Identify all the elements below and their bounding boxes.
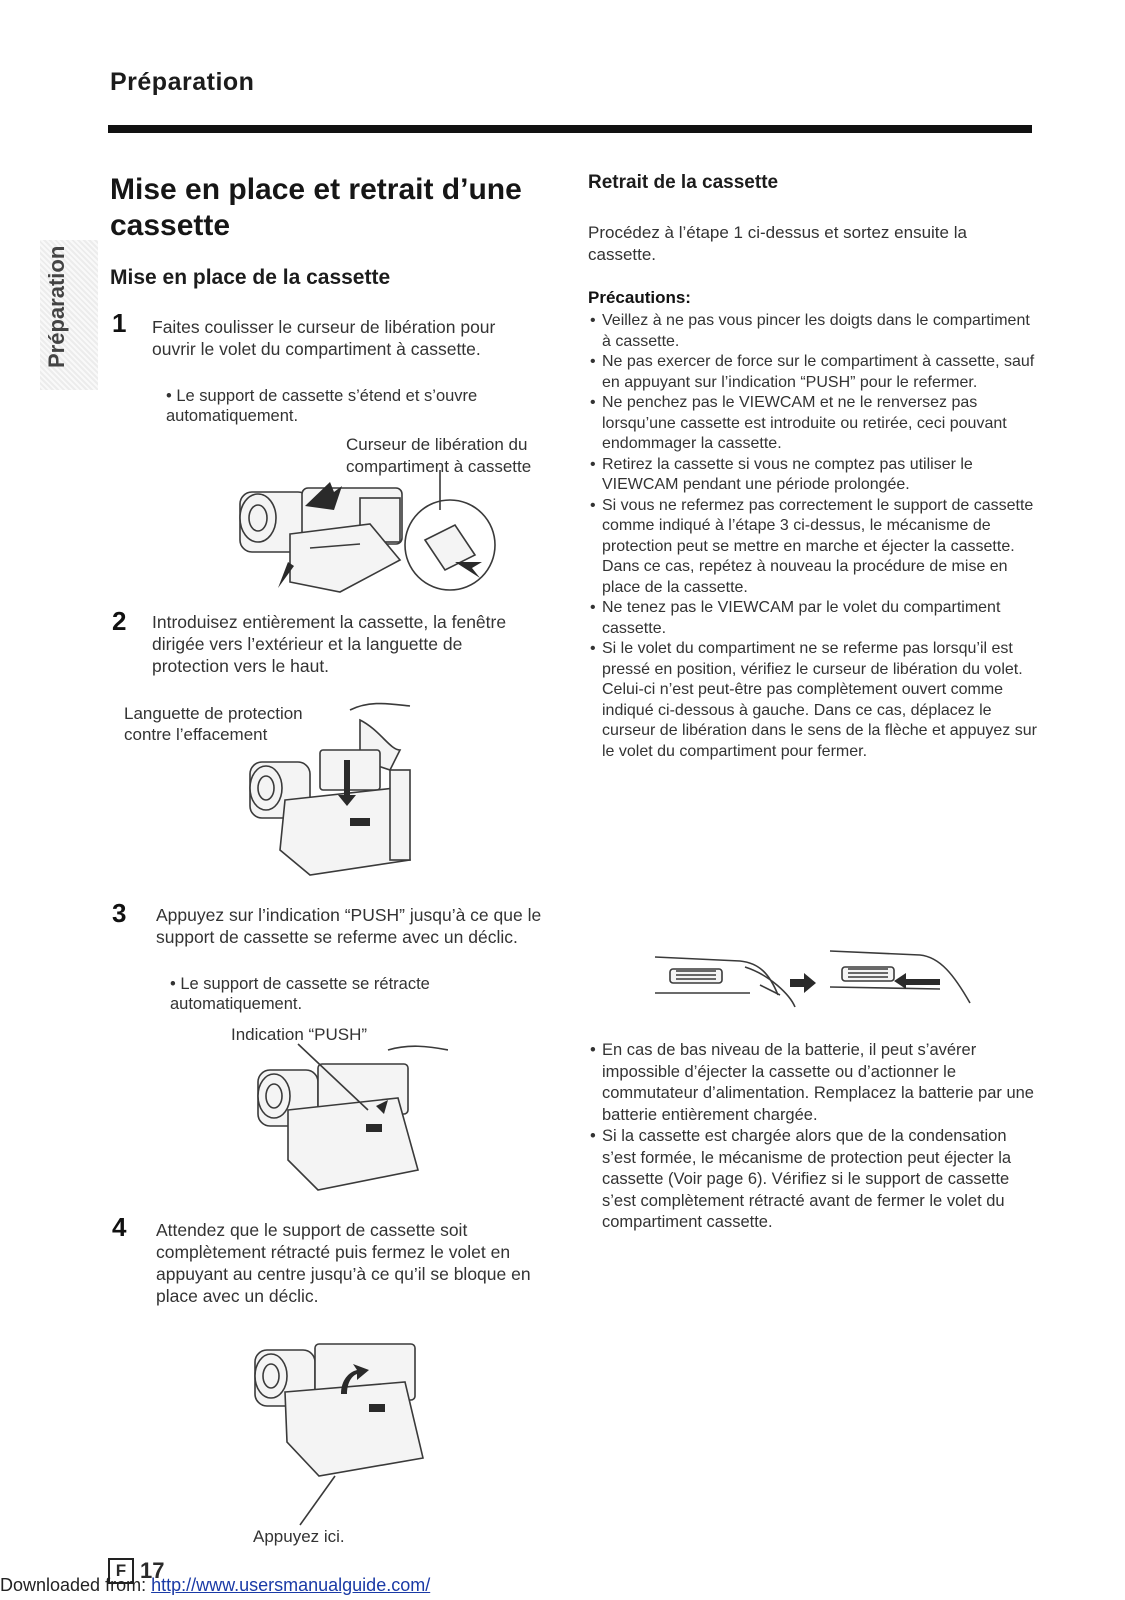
precautions-list-2 [590,1040,1040,1234]
removal-heading: Retrait de la cassette [588,172,779,193]
step-4-text: Attendez que le support de cassette soit complètement rétracté puis fermez le volet en appuyant au centre jusqu’à ce qu’il se bloque en place avec un déclic. [156,1220,531,1306]
language-badge: F [108,1558,134,1584]
cassette-insert-illustration [240,700,430,890]
caption-protect-tab: Languette de protection contre l’effacement [124,704,303,744]
footer-prefix: Downloaded from: [0,1575,152,1595]
close-lid-illustration [245,1330,445,1530]
step-3-number: 3 [112,898,127,928]
caption-press-here: Appuyez ici. [253,1527,345,1546]
header-rule [108,125,1032,133]
step-1-bullet: • Le support de cassette s’étend et s’ouvre automatiquement. [166,387,478,425]
download-footer [0,1575,430,1596]
caption-push: Indication “PUSH” [231,1025,368,1044]
step-1-text: Faites coulisser le curseur de libération pour ouvrir le volet du compartiment à cassette. [152,317,496,359]
section-header: Préparation [110,68,255,96]
page-title: Mise en place et retrait d’une cassette [110,173,522,242]
step-1-number: 1 [112,308,127,338]
step-2-text: Introduisez entièrement la cassette, la fenêtre dirigée vers l’extérieur et la languette de protection vers le haut. [152,612,507,676]
page-number-value: 17 [140,1558,165,1583]
side-tab [40,240,98,390]
precautions-heading: Précautions: [588,288,691,307]
camera-open-illustration [220,470,510,600]
precaution-item: • Ne penchez pas le VIEWCAM et ne le renversez pas lorsqu’une cassette est introduite ou retirée, ceci pouvant endommager la cassette. [590,393,1040,455]
footer-link[interactable]: http://www.usersmanualguide.com/ [151,1575,431,1595]
precaution-item: • Veillez à ne pas vous pincer les doigts dans le compartiment à cassette. [590,311,1040,352]
caption-release-slider: Curseur de libération du compartiment à cassette [346,435,532,476]
precaution-item: • Si vous ne refermez pas correctement le support de cassette comme indiqué à l’étape 3 ci-dessus, le mécanisme de protection peut se mettre en marche et éjecter la cassette. Dans ce cas, repétez à nouveau la procédure de mise en place de la cassette. [590,496,1040,599]
precaution-item: • Ne pas exercer de force sur le compartiment à cassette, sauf en appuyant sur l’indication “PUSH” pour le refermer. [590,352,1040,393]
step-3-text: Appuyez sur l’indication “PUSH” jusqu’à ce que le support de cassette se referme avec un déclic. [156,905,542,947]
step-4-number: 4 [112,1212,127,1242]
precaution-item: • Retirez la cassette si vous ne comptez pas utiliser le VIEWCAM pendant une période prolongée. [590,455,1040,496]
step-2-number: 2 [112,606,127,636]
precaution-item: • Si le volet du compartiment ne se referme pas lorsqu’il est pressé en position, vérifiez le curseur de libération du volet. Celui-ci n’est peut-être pas complètement ouvert comme indiqué ci-dessous à gauche. Dans ce cas, déplacez le curseur de libération dans le sens de la flèche et appuyez sur le volet du compartiment pour fermer. [590,639,1040,762]
slider-direction-illustration [650,945,990,1015]
precaution-item: • Si la cassette est chargée alors que de la condensation s’est formée, le mécanisme de protection peut éjecter la cassette (Voir page 6). Vérifiez si le support de cassette s’est complètement rétracté avant de fermer le volet du compartiment cassette. [590,1126,1040,1234]
removal-text: Procédez à l’étape 1 ci-dessus et sortez ensuite la cassette. [588,223,967,264]
insert-heading: Mise en place de la cassette [110,266,391,289]
side-tab-label: Préparation [44,245,69,368]
step-3-bullet: • Le support de cassette se rétracte automatiquement. [170,975,430,1013]
precautions-list [590,311,1040,762]
push-close-illustration [248,1040,448,1200]
precaution-item: • Ne tenez pas le VIEWCAM par le volet du compartiment cassette. [590,598,1040,639]
precaution-item: • En cas de bas niveau de la batterie, il peut s’avérer impossible d’éjecter la cassette ou d’actionner le commutateur d’alimentation. Remplacez la batterie par une batterie entièrement chargée. [590,1040,1040,1126]
